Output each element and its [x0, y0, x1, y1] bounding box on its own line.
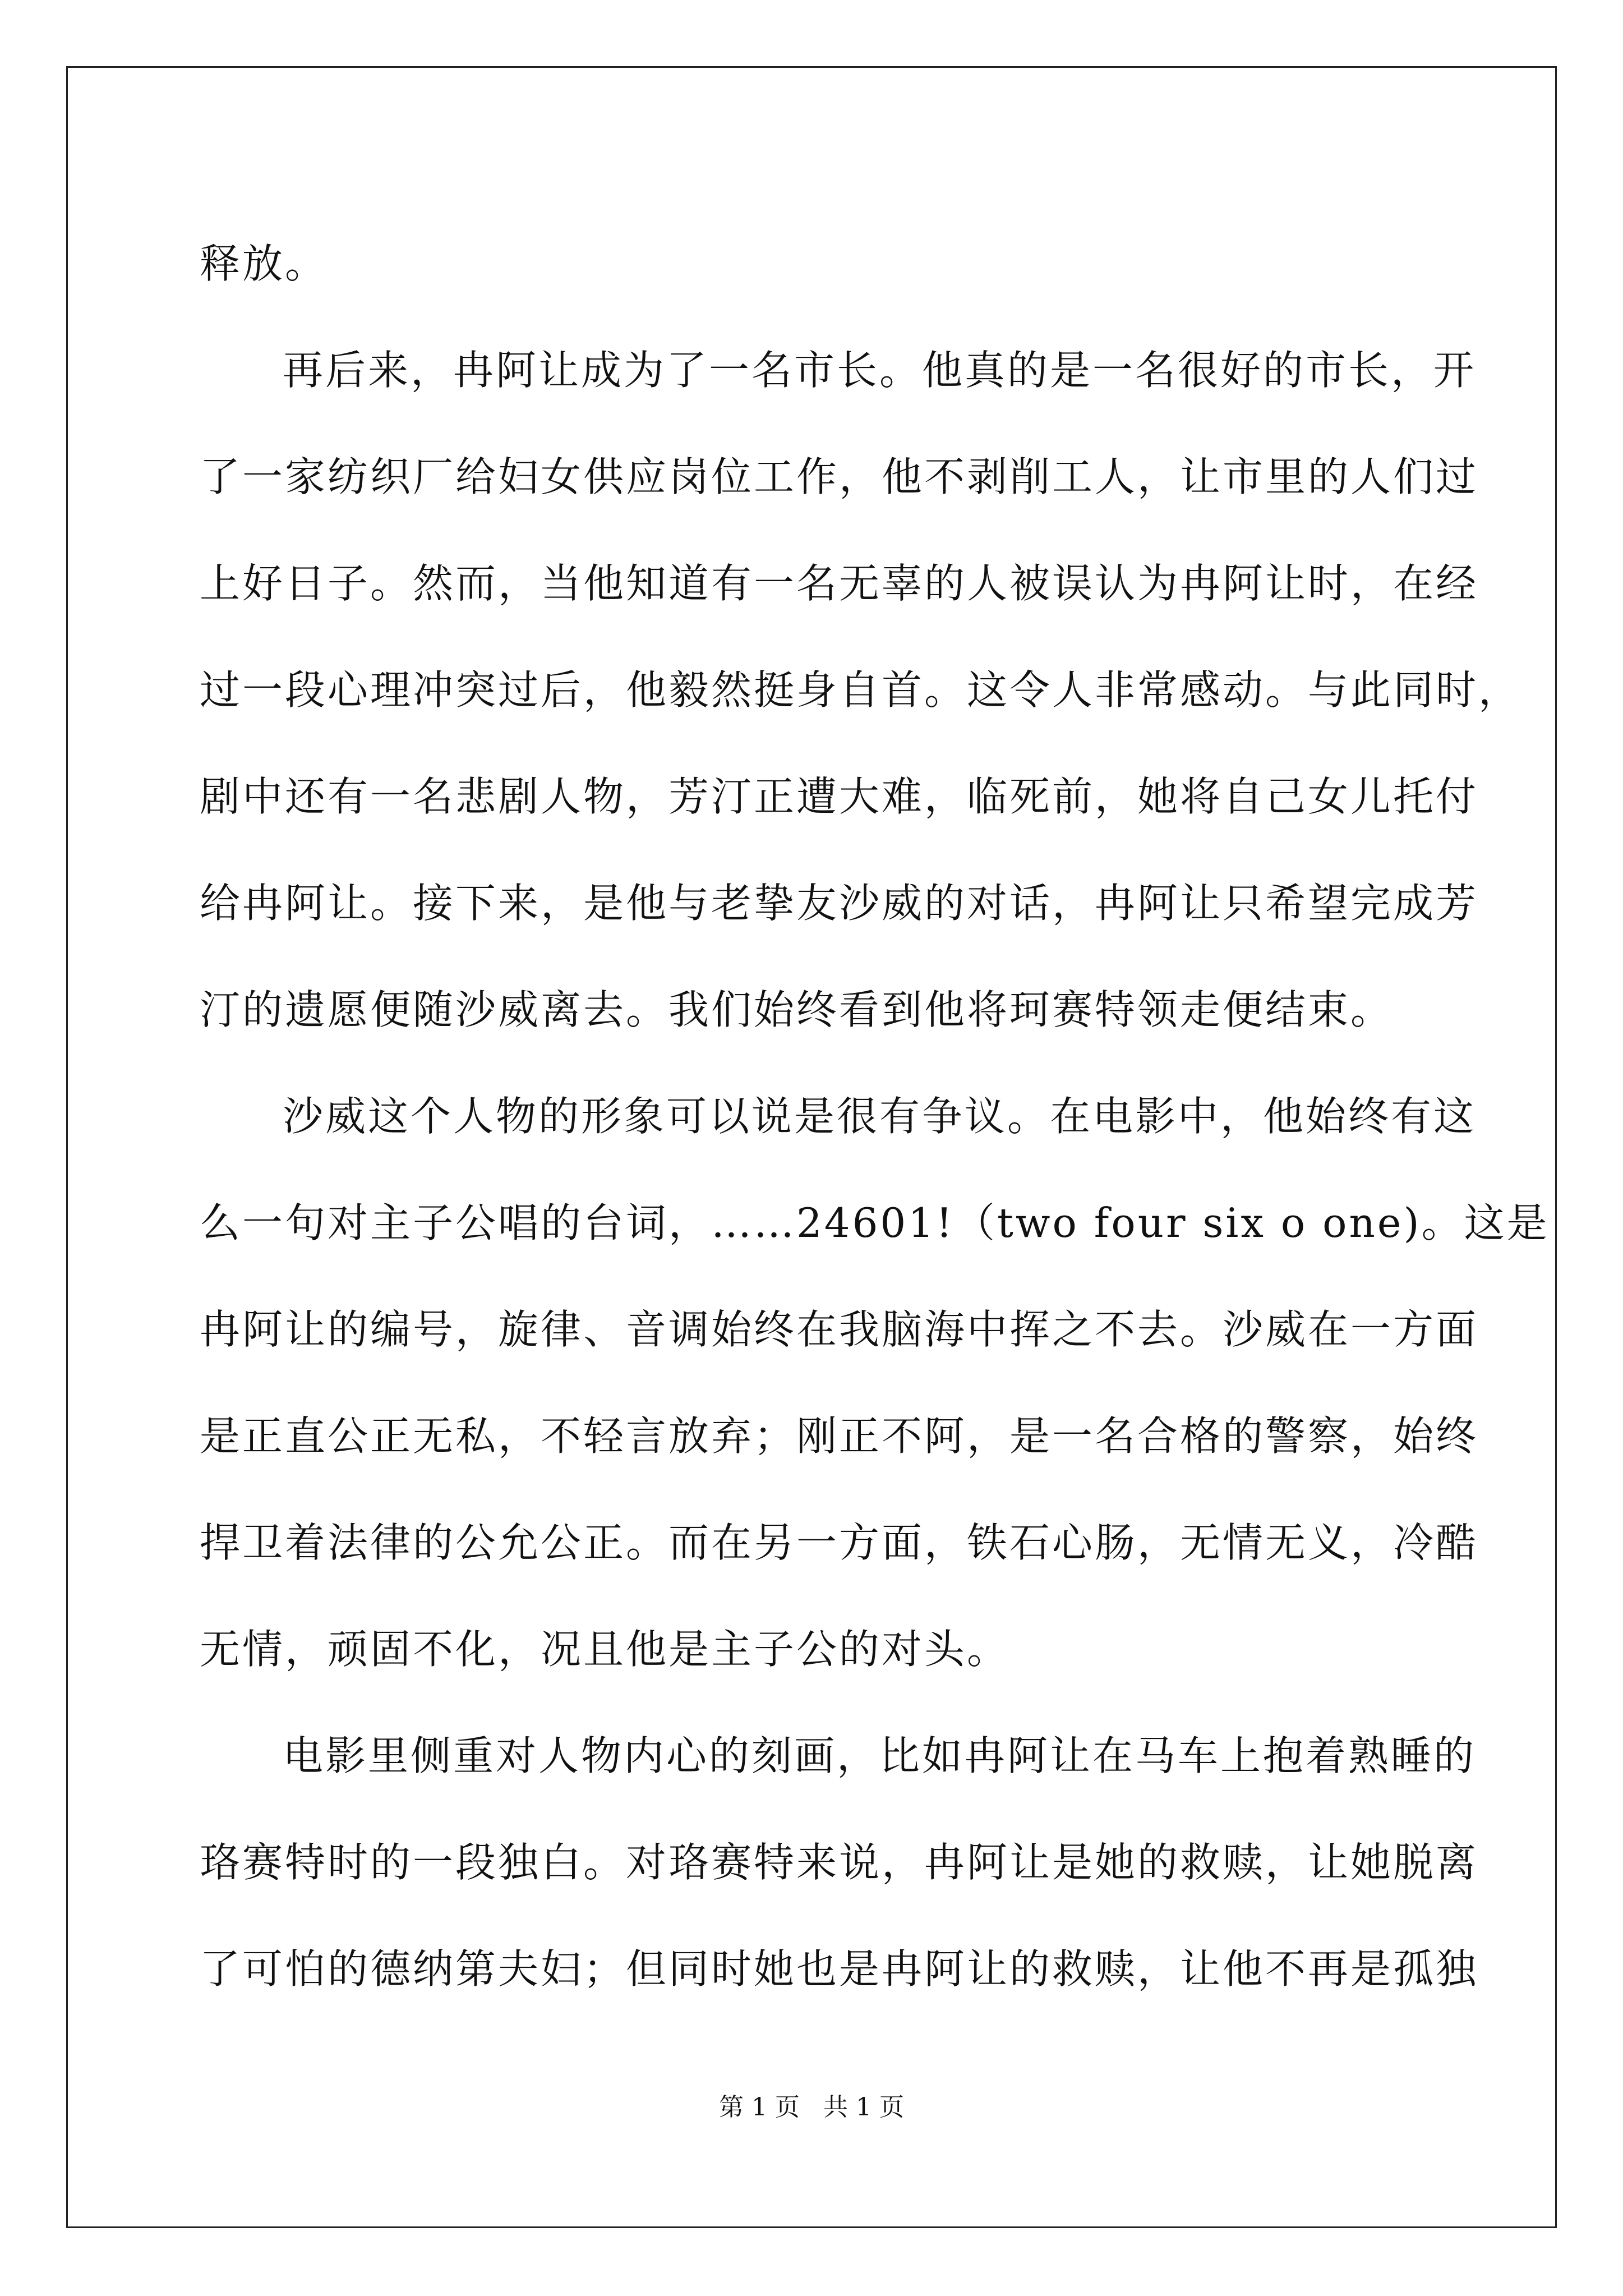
text-line: 沙威这个人物的形象可以说是很有争议。在电影中，他始终有这: [283, 1093, 1477, 1140]
page-footer: [0, 2087, 1623, 2123]
text-line: 上好日子。然而，当他知道有一名无辜的人被误认为冉阿让时，在经: [200, 560, 1479, 607]
text-line: 再后来，冉阿让成为了一名市长。他真的是一名很好的市长，开: [283, 347, 1477, 394]
text-line: 过一段心理冲突过后，他毅然挺身自首。这令人非常感动。与此同时，: [200, 666, 1521, 714]
text-line: 捍卫着法律的公允公正。而在另一方面，铁石心肠，无情无义，冷酷: [200, 1519, 1479, 1566]
text-line: 了一家纺织厂给妇女供应岗位工作，他不剥削工人，让市里的人们过: [200, 453, 1479, 500]
text-line: 电影里侧重对人物内心的刻画，比如冉阿让在马车上抱着熟睡的: [283, 1732, 1477, 1779]
text-line: 剧中还有一名悲剧人物，芳汀正遭大难，临死前，她将自己女儿托付: [200, 773, 1479, 820]
page-total: 共 1 页: [823, 2093, 904, 2122]
text-line: 释放。: [200, 240, 328, 287]
page-number: 第 1 页: [719, 2093, 800, 2122]
text-line: 无情，顽固不化，况且他是主子公的对头。: [200, 1626, 1010, 1673]
text-line: 是正直公正无私，不轻言放弃；刚正不阿，是一名合格的警察，始终: [200, 1412, 1479, 1460]
text-line: 汀的遗愿便随沙威离去。我们始终看到他将珂赛特领走便结束。: [200, 986, 1394, 1033]
document-body: [200, 210, 1550, 2022]
text-line: 珞赛特时的一段独白。对珞赛特来说，冉阿让是她的救赎，让她脱离: [200, 1839, 1479, 1886]
text-line: 冉阿让的编号，旋律、音调始终在我脑海中挥之不去。沙威在一方面: [200, 1306, 1479, 1353]
text-line: 么一句对主子公唱的台词，……24601!（two four six o one)。这是: [200, 1199, 1550, 1246]
text-line: 了可怕的德纳第夫妇；但同时她也是冉阿让的救赎，让他不再是孤独: [200, 1945, 1479, 1993]
text-line: 给冉阿让。接下来，是他与老挚友沙威的对话，冉阿让只希望完成芳: [200, 880, 1479, 927]
